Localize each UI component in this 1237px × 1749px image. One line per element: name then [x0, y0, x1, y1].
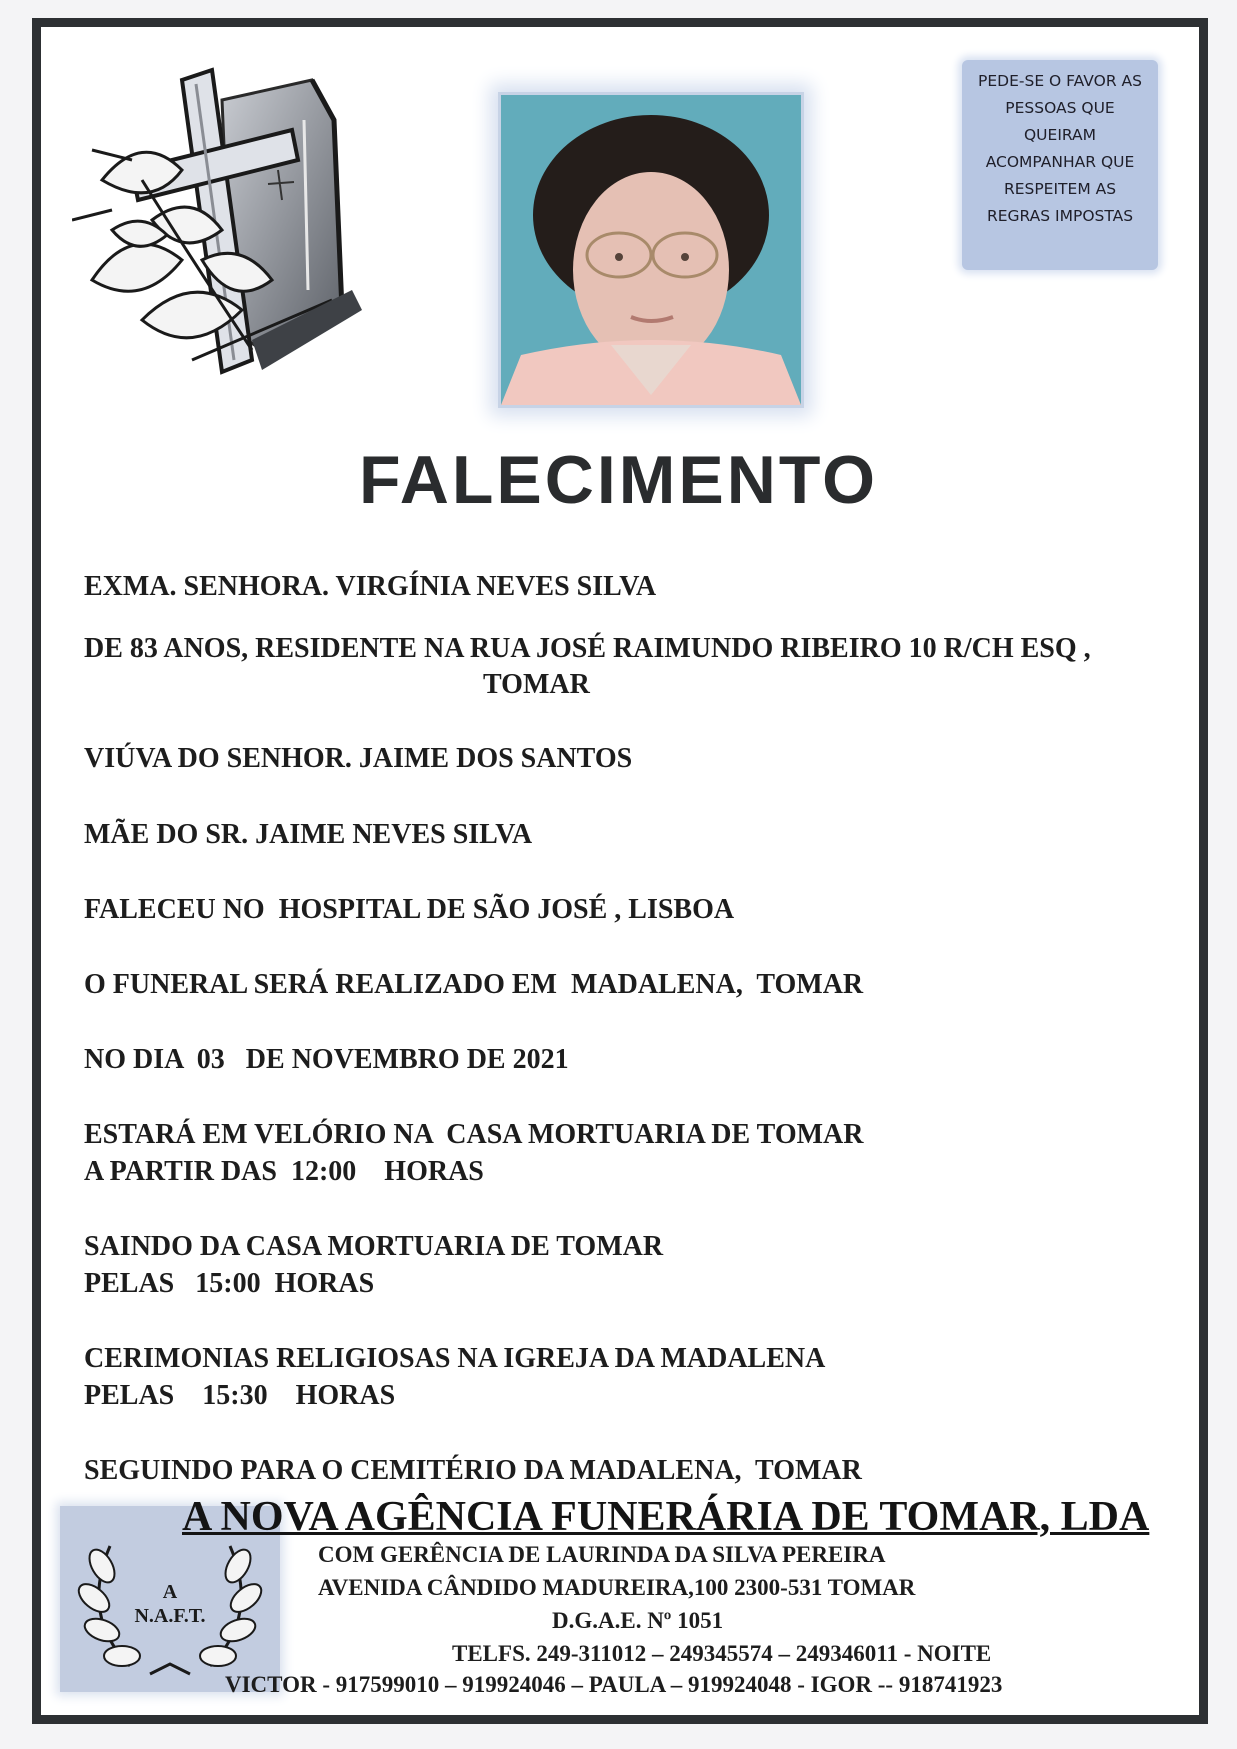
deceased-name: EXMA. SENHORA. VIRGÍNIA NEVES SILVA — [84, 571, 657, 602]
residence-town: TOMAR — [483, 669, 590, 700]
departure-time: PELAS 15:00 HORAS — [84, 1268, 375, 1299]
funeral-location: O FUNERAL SERÁ REALIZADO EM MADALENA, TOMAR — [84, 969, 864, 1000]
notice-box — [962, 60, 1158, 270]
notice-text: PEDE-SE O FAVOR AS PESSOAS QUE QUEIRAM ACOMPANHAR QUE RESPEITEM AS REGRAS IMPOSTAS — [978, 72, 1142, 225]
portrait-illustration — [501, 95, 801, 405]
wake-time: A PARTIR DAS 12:00 HORAS — [84, 1156, 484, 1187]
badge-letter: A — [162, 1581, 178, 1603]
agency-address: AVENIDA CÂNDIDO MADUREIRA,100 2300-531 TOMAR — [318, 1575, 916, 1600]
page-title: FALECIMENTO — [358, 442, 879, 518]
ceremony-time: PELAS 15:30 HORAS — [84, 1380, 396, 1411]
departure-location: SAINDO DA CASA MORTUARIA DE TOMAR — [84, 1231, 664, 1262]
ceremony-location: CERIMONIAS RELIGIOSAS NA IGREJA DA MADALENA — [84, 1343, 826, 1374]
age-residence: DE 83 ANOS, RESIDENTE NA RUA JOSÉ RAIMUNDO RIBEIRO 10 R/CH ESQ , — [84, 633, 1091, 664]
cemetery-line: SEGUINDO PARA O CEMITÉRIO DA MADALENA, TOMAR — [84, 1455, 862, 1486]
agency-management: COM GERÊNCIA DE LAURINDA DA SILVA PEREIRA — [318, 1542, 886, 1567]
mother-of: MÃE DO SR. JAIME NEVES SILVA — [84, 819, 533, 850]
place-of-death: FALECEU NO HOSPITAL DE SÃO JOSÉ , LISBOA — [84, 894, 735, 925]
cross-book-lilies-icon — [72, 60, 362, 390]
widow-of: VIÚVA DO SENHOR. JAIME DOS SANTOS — [84, 743, 633, 774]
badge-initials: N.A.F.T. — [134, 1605, 206, 1627]
funeral-date: NO DIA 03 DE NOVEMBRO DE 2021 — [84, 1044, 569, 1075]
agency-phones: TELFS. 249-311012 – 249345574 – 249346011 - NOITE — [452, 1641, 992, 1666]
agency-name: A NOVA AGÊNCIA FUNERÁRIA DE TOMAR, LDA — [182, 1494, 1150, 1540]
agency-dgae: D.G.A.E. Nº 1051 — [552, 1608, 724, 1633]
agency-night-contacts: VICTOR - 917599010 – 919924046 – PAULA – 919924048 - IGOR -- 918741923 — [225, 1672, 1003, 1697]
wake-location: ESTARÁ EM VELÓRIO NA CASA MORTUARIA DE TOMAR — [84, 1119, 864, 1150]
portrait-photo — [498, 92, 804, 408]
